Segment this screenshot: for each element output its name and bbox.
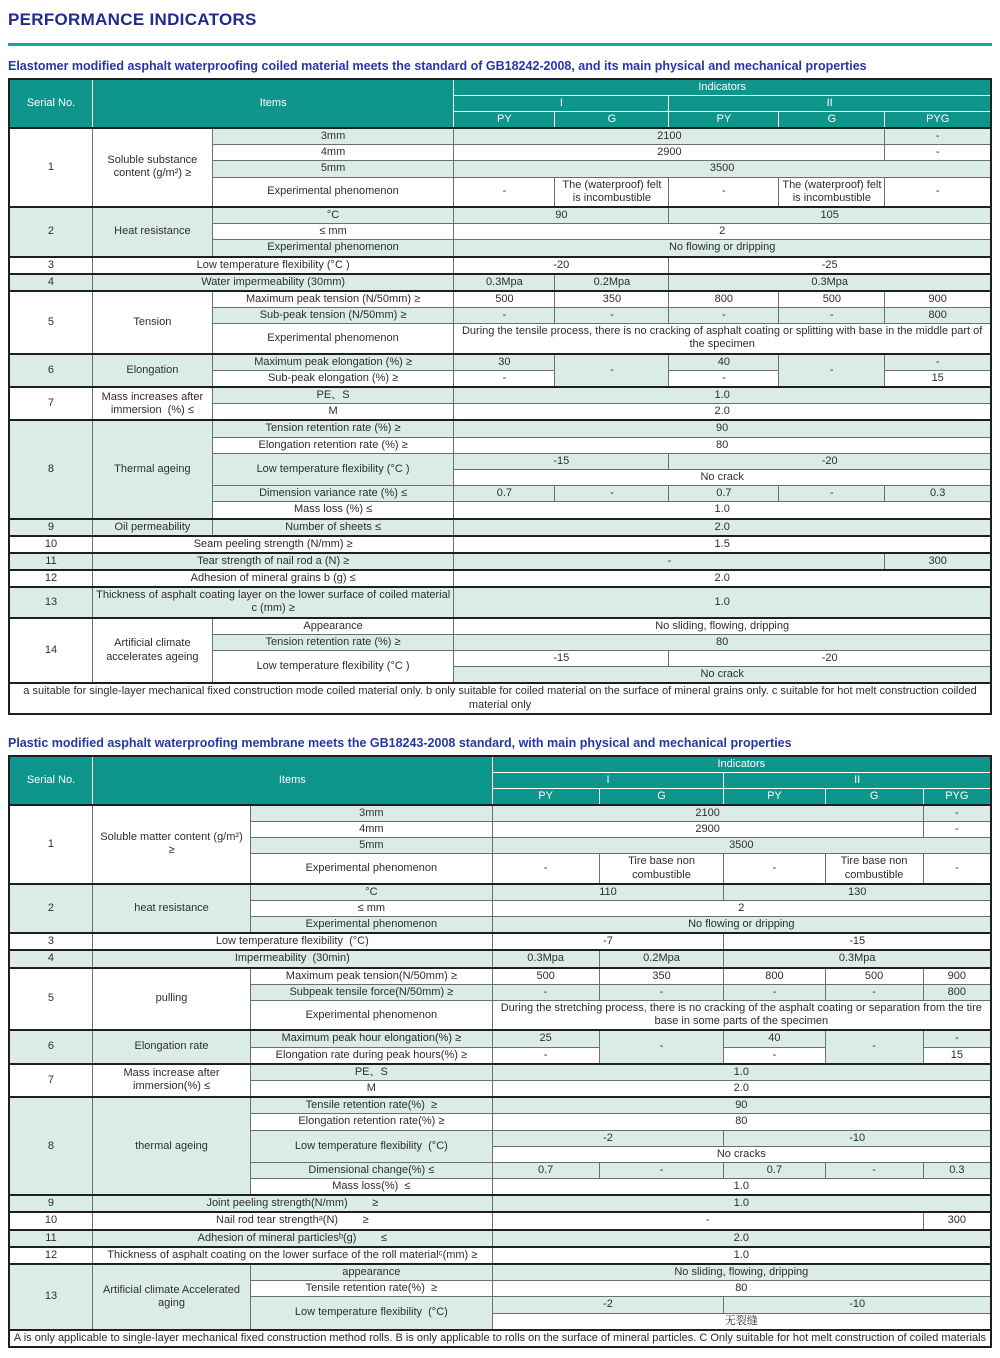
cell: 5mm bbox=[212, 161, 454, 177]
cell: Soluble matter content (g/m²) ≥ bbox=[92, 805, 250, 884]
cell: 无裂缝 bbox=[492, 1313, 991, 1330]
table-row bbox=[9, 1195, 991, 1212]
cell: -2 bbox=[492, 1130, 724, 1146]
cell: Mass increases after immersion (%) ≤ bbox=[92, 387, 212, 420]
cell: 800 bbox=[724, 968, 825, 985]
cell: 900 bbox=[923, 968, 991, 985]
header-cell: Indicators bbox=[454, 79, 991, 96]
cell: 0.7 bbox=[492, 1162, 599, 1178]
cell: - bbox=[779, 486, 885, 502]
cell: - bbox=[923, 1030, 991, 1047]
cell: Tire base non combustible bbox=[825, 854, 923, 884]
header-cell: G bbox=[599, 788, 724, 805]
elastomer-table bbox=[8, 78, 992, 715]
cell: 105 bbox=[669, 207, 991, 224]
cell: - bbox=[885, 128, 991, 145]
cell: 0.3 bbox=[885, 486, 991, 502]
cell: Elongation retention rate(%) ≥ bbox=[251, 1114, 493, 1130]
cell: During the tensile process, there is no cracking of asphalt coating or splitting with base in the middle part of the specimen bbox=[454, 324, 991, 354]
cell: - bbox=[724, 984, 825, 1000]
cell: 0.3Mpa bbox=[492, 950, 599, 967]
cell: Tear strength of nail rod a (N) ≥ bbox=[92, 553, 453, 570]
cell: 30 bbox=[454, 354, 555, 371]
cell: 300 bbox=[923, 1212, 991, 1229]
cell: 3 bbox=[9, 257, 92, 274]
plastic-table-caption: Plastic modified asphalt waterproofing membrane meets the GB18243-2008 standard, with main physical and mechanical properties bbox=[8, 735, 792, 750]
cell: heat resistance bbox=[92, 884, 250, 934]
cell: Adhesion of mineral grains b (g) ≤ bbox=[92, 570, 453, 587]
cell: 2.0 bbox=[492, 1080, 991, 1097]
cell: - bbox=[669, 177, 779, 207]
cell: No flowing or dripping bbox=[454, 240, 991, 257]
cell: -15 bbox=[724, 933, 991, 950]
cell: Tension retention rate (%) ≥ bbox=[212, 420, 454, 437]
cell: Soluble substance content (g/m²) ≥ bbox=[92, 128, 212, 207]
cell: No crack bbox=[454, 469, 991, 485]
cell: Tension retention rate (%) ≥ bbox=[212, 634, 454, 650]
cell: 800 bbox=[885, 308, 991, 324]
cell: 80 bbox=[492, 1281, 991, 1297]
header-cell: II bbox=[724, 772, 991, 788]
cell: 0.7 bbox=[724, 1162, 825, 1178]
cell: 1.0 bbox=[492, 1247, 991, 1264]
cell: Experimental phenomenon bbox=[212, 324, 454, 354]
table-row bbox=[9, 683, 991, 713]
plastic-table bbox=[8, 755, 992, 1348]
cell: 13 bbox=[9, 587, 92, 617]
cell: Elongation retention rate (%) ≥ bbox=[212, 437, 454, 453]
header-cell: G bbox=[555, 112, 669, 129]
cell: Tension bbox=[92, 291, 212, 354]
cell: Thickness of asphalt coating on the lower surface of the roll materialᶜ(mm) ≥ bbox=[92, 1247, 492, 1264]
cell: 130 bbox=[724, 884, 991, 901]
cell: Adhesion of mineral particlesᵇ(g) ≤ bbox=[92, 1230, 492, 1247]
header-cell: G bbox=[779, 112, 885, 129]
header-cell: Items bbox=[92, 79, 453, 128]
cell: Experimental phenomenon bbox=[212, 177, 454, 207]
cell: Low temperature flexibility (°C) bbox=[251, 1297, 493, 1330]
table-row bbox=[9, 968, 991, 985]
cell: Number of sheets ≤ bbox=[212, 519, 454, 536]
cell: - bbox=[555, 308, 669, 324]
cell: 800 bbox=[669, 291, 779, 308]
cell: Dimensional change(%) ≤ bbox=[251, 1162, 493, 1178]
cell: 800 bbox=[923, 984, 991, 1000]
cell: - bbox=[825, 1030, 923, 1063]
cell: - bbox=[454, 370, 555, 387]
cell: 4 bbox=[9, 950, 92, 967]
table-row bbox=[9, 805, 991, 822]
cell: 90 bbox=[454, 420, 991, 437]
cell: 2.0 bbox=[492, 1230, 991, 1247]
cell: 80 bbox=[454, 437, 991, 453]
cell: -10 bbox=[724, 1297, 991, 1313]
cell: - bbox=[454, 308, 555, 324]
cell: 7 bbox=[9, 1064, 92, 1097]
cell: Subpeak tensile force(N/50mm) ≥ bbox=[251, 984, 493, 1000]
table-row bbox=[9, 950, 991, 967]
cell: 110 bbox=[492, 884, 724, 901]
cell: Seam peeling strength (N/mm) ≥ bbox=[92, 536, 453, 553]
table-row bbox=[9, 420, 991, 437]
cell: 1.0 bbox=[492, 1064, 991, 1081]
cell: 90 bbox=[492, 1097, 991, 1114]
cell: Sub-peak elongation (%) ≥ bbox=[212, 370, 454, 387]
cell: - bbox=[923, 821, 991, 837]
cell: 0.3Mpa bbox=[669, 274, 991, 291]
cell: 900 bbox=[885, 291, 991, 308]
cell: ≤ mm bbox=[212, 224, 454, 240]
cell: PE、S bbox=[212, 387, 454, 404]
cell: 300 bbox=[885, 553, 991, 570]
cell: - bbox=[779, 354, 885, 387]
cell: Artificial climate Accelerated aging bbox=[92, 1264, 250, 1330]
cell: -15 bbox=[454, 651, 669, 667]
cell: - bbox=[599, 1030, 724, 1063]
table-row bbox=[9, 519, 991, 536]
cell: Low temperature flexibility (°C) bbox=[92, 933, 492, 950]
cell: 3mm bbox=[212, 128, 454, 145]
header-cell: I bbox=[492, 772, 724, 788]
cell: 2900 bbox=[492, 821, 923, 837]
table-row bbox=[9, 291, 991, 308]
table-row bbox=[9, 1330, 991, 1347]
cell: - bbox=[885, 354, 991, 371]
table-row bbox=[9, 933, 991, 950]
cell: No cracks bbox=[492, 1146, 991, 1162]
cell: During the stretching process, there is no cracking of the asphalt coating or separation from the tire base in some parts of the specimen bbox=[492, 1001, 991, 1031]
table-row bbox=[9, 207, 991, 224]
cell: Water impermeability (30mm) bbox=[92, 274, 453, 291]
cell: °C bbox=[212, 207, 454, 224]
cell: 3 bbox=[9, 933, 92, 950]
cell: Elongation rate bbox=[92, 1030, 250, 1063]
cell: -20 bbox=[669, 453, 991, 469]
cell: Artificial climate accelerates ageing bbox=[92, 618, 212, 684]
cell: 0.3Mpa bbox=[454, 274, 555, 291]
cell: 5mm bbox=[251, 838, 493, 854]
cell: 1.5 bbox=[454, 536, 991, 553]
table-row bbox=[9, 1097, 991, 1114]
cell: 7 bbox=[9, 387, 92, 420]
cell: 4mm bbox=[212, 145, 454, 161]
cell: M bbox=[212, 404, 454, 421]
cell: No sliding, flowing, dripping bbox=[454, 618, 991, 635]
table-row bbox=[9, 884, 991, 901]
table-row bbox=[9, 354, 991, 371]
cell: 5 bbox=[9, 291, 92, 354]
cell: 14 bbox=[9, 618, 92, 684]
cell: -7 bbox=[492, 933, 724, 950]
cell: - bbox=[492, 854, 599, 884]
cell: Appearance bbox=[212, 618, 454, 635]
cell: 5 bbox=[9, 968, 92, 1031]
cell: 1.0 bbox=[492, 1179, 991, 1196]
cell: No crack bbox=[454, 667, 991, 684]
cell: Tensile retention rate(%) ≥ bbox=[251, 1281, 493, 1297]
cell: 2900 bbox=[454, 145, 885, 161]
cell: 500 bbox=[492, 968, 599, 985]
cell: 0.2Mpa bbox=[555, 274, 669, 291]
cell: 25 bbox=[492, 1030, 599, 1047]
cell: Sub-peak tension (N/50mm) ≥ bbox=[212, 308, 454, 324]
cell: 80 bbox=[454, 634, 991, 650]
cell: No sliding, flowing, dripping bbox=[492, 1264, 991, 1281]
cell: - bbox=[669, 370, 779, 387]
cell: 0.7 bbox=[669, 486, 779, 502]
cell: 1.0 bbox=[454, 387, 991, 404]
cell: 8 bbox=[9, 420, 92, 518]
cell: -10 bbox=[724, 1130, 991, 1146]
header-cell: II bbox=[669, 96, 991, 112]
cell: 1 bbox=[9, 128, 92, 207]
page-title: PERFORMANCE INDICATORS bbox=[8, 10, 257, 29]
cell: 10 bbox=[9, 536, 92, 553]
cell: Tire base non combustible bbox=[599, 854, 724, 884]
header-row bbox=[9, 756, 991, 773]
cell: - bbox=[825, 1162, 923, 1178]
table-row bbox=[9, 1264, 991, 1281]
cell: 350 bbox=[599, 968, 724, 985]
cell: thermal ageing bbox=[92, 1097, 250, 1195]
cell: pulling bbox=[92, 968, 250, 1031]
cell: 0.3 bbox=[923, 1162, 991, 1178]
cell: 500 bbox=[779, 291, 885, 308]
cell: Maximum peak elongation (%) ≥ bbox=[212, 354, 454, 371]
cell: Low temperature flexibility (°C ) bbox=[92, 257, 453, 274]
cell: - bbox=[825, 984, 923, 1000]
cell: 90 bbox=[454, 207, 669, 224]
table-row bbox=[9, 553, 991, 570]
cell: 13 bbox=[9, 1264, 92, 1330]
cell: - bbox=[885, 145, 991, 161]
cell: 1.0 bbox=[454, 587, 991, 617]
cell: Mass loss (%) ≤ bbox=[212, 502, 454, 519]
header-cell: PY bbox=[492, 788, 599, 805]
table-row bbox=[9, 1212, 991, 1229]
cell: The (waterproof) felt is incombustible bbox=[779, 177, 885, 207]
table-row bbox=[9, 570, 991, 587]
cell: °C bbox=[251, 884, 493, 901]
header-cell: Serial No. bbox=[9, 756, 92, 805]
cell: - bbox=[555, 486, 669, 502]
cell: appearance bbox=[251, 1264, 493, 1281]
cell: PE、S bbox=[251, 1064, 493, 1081]
cell: 350 bbox=[555, 291, 669, 308]
header-cell: PYG bbox=[923, 788, 991, 805]
cell: 40 bbox=[669, 354, 779, 371]
table-row bbox=[9, 618, 991, 635]
header-cell: Indicators bbox=[492, 756, 991, 773]
cell: 4mm bbox=[251, 821, 493, 837]
cell: 0.7 bbox=[454, 486, 555, 502]
header-cell: PY bbox=[724, 788, 825, 805]
cell: 10 bbox=[9, 1212, 92, 1229]
cell: 40 bbox=[724, 1030, 825, 1047]
cell: 1.0 bbox=[492, 1195, 991, 1212]
table-row bbox=[9, 1064, 991, 1081]
cell: Experimental phenomenon bbox=[251, 917, 493, 934]
table-row bbox=[9, 587, 991, 617]
cell: -20 bbox=[454, 257, 669, 274]
table-row bbox=[9, 128, 991, 145]
cell: No flowing or dripping bbox=[492, 917, 991, 934]
header-cell: PY bbox=[669, 112, 779, 129]
cell: Mass loss(%) ≤ bbox=[251, 1179, 493, 1196]
cell: Thermal ageing bbox=[92, 420, 212, 518]
cell: Tensile retention rate(%) ≥ bbox=[251, 1097, 493, 1114]
cell: - bbox=[669, 308, 779, 324]
cell: 2 bbox=[9, 884, 92, 934]
cell: Experimental phenomenon bbox=[251, 1001, 493, 1031]
cell: Experimental phenomenon bbox=[251, 854, 493, 884]
cell: 2 bbox=[454, 224, 991, 240]
cell: - bbox=[923, 854, 991, 884]
header-row bbox=[9, 79, 991, 96]
cell: Dimension variance rate (%) ≤ bbox=[212, 486, 454, 502]
cell: 2 bbox=[492, 900, 991, 916]
cell: - bbox=[885, 177, 991, 207]
cell: 500 bbox=[825, 968, 923, 985]
cell: A is only applicable to single-layer mechanical fixed construction method rolls. B is only applicable to rolls on the surface of mineral particles. C Only suitable for hot melt construction of coiled materials bbox=[9, 1330, 991, 1347]
cell: 2 bbox=[9, 207, 92, 257]
cell: Nail rod tear strengthᵃ(N) ≥ bbox=[92, 1212, 492, 1229]
table-row bbox=[9, 536, 991, 553]
cell: 12 bbox=[9, 570, 92, 587]
header-cell: Serial No. bbox=[9, 79, 92, 128]
cell: 3500 bbox=[454, 161, 991, 177]
cell: 1 bbox=[9, 805, 92, 884]
cell: 15 bbox=[885, 370, 991, 387]
cell: Maximum peak tension(N/50mm) ≥ bbox=[251, 968, 493, 985]
cell: 2.0 bbox=[454, 519, 991, 536]
cell: ≤ mm bbox=[251, 900, 493, 916]
cell: 11 bbox=[9, 553, 92, 570]
cell: Experimental phenomenon bbox=[212, 240, 454, 257]
cell: - bbox=[599, 984, 724, 1000]
cell: - bbox=[724, 854, 825, 884]
cell: Mass increase after immersion(%) ≤ bbox=[92, 1064, 250, 1097]
cell: 6 bbox=[9, 1030, 92, 1063]
cell: 9 bbox=[9, 1195, 92, 1212]
cell: 3mm bbox=[251, 805, 493, 822]
cell: Low temperature flexibility (°C) bbox=[251, 1130, 493, 1162]
cell: -15 bbox=[454, 453, 669, 469]
cell: -20 bbox=[669, 651, 991, 667]
cell: Low temperature flexibility (°C ) bbox=[212, 453, 454, 485]
cell: - bbox=[492, 984, 599, 1000]
cell: 0.2Mpa bbox=[599, 950, 724, 967]
cell: 2.0 bbox=[454, 570, 991, 587]
cell: - bbox=[492, 1047, 599, 1064]
cell: 500 bbox=[454, 291, 555, 308]
header-cell: I bbox=[454, 96, 669, 112]
cell: - bbox=[724, 1047, 825, 1064]
cell: 1.0 bbox=[454, 502, 991, 519]
table-row bbox=[9, 1030, 991, 1047]
cell: - bbox=[492, 1212, 923, 1229]
cell: M bbox=[251, 1080, 493, 1097]
cell: 2100 bbox=[454, 128, 885, 145]
cell: - bbox=[599, 1162, 724, 1178]
cell: Maximum peak tension (N/50mm) ≥ bbox=[212, 291, 454, 308]
cell: 80 bbox=[492, 1114, 991, 1130]
table-row bbox=[9, 1247, 991, 1264]
table-row bbox=[9, 387, 991, 404]
cell: Oil permeability bbox=[92, 519, 212, 536]
cell: 0.3Mpa bbox=[724, 950, 991, 967]
cell: Joint peeling strength(N/mm) ≥ bbox=[92, 1195, 492, 1212]
cell: 2.0 bbox=[454, 404, 991, 421]
cell: -25 bbox=[669, 257, 991, 274]
header-cell: Items bbox=[92, 756, 492, 805]
table-row bbox=[9, 274, 991, 291]
cell: Impermeability (30min) bbox=[92, 950, 492, 967]
header-cell: G bbox=[825, 788, 923, 805]
cell: 2100 bbox=[492, 805, 923, 822]
cell: 12 bbox=[9, 1247, 92, 1264]
cell: - bbox=[923, 805, 991, 822]
cell: Elongation bbox=[92, 354, 212, 387]
cell: 4 bbox=[9, 274, 92, 291]
cell: The (waterproof) felt is incombustible bbox=[555, 177, 669, 207]
cell: Thickness of asphalt coating layer on the lower surface of coiled material c (mm) ≥ bbox=[92, 587, 453, 617]
cell: - bbox=[454, 553, 885, 570]
cell: - bbox=[779, 308, 885, 324]
cell: 6 bbox=[9, 354, 92, 387]
cell: - bbox=[555, 354, 669, 387]
cell: Low temperature flexibility (°C ) bbox=[212, 651, 454, 684]
cell: 3500 bbox=[492, 838, 991, 854]
title-rule bbox=[8, 43, 992, 46]
cell: a suitable for single-layer mechanical fixed construction mode coiled material only. b only suitable for coiled material on the surface of mineral grains only. c suitable for hot melt construction coilded material only bbox=[9, 683, 991, 713]
cell: 9 bbox=[9, 519, 92, 536]
cell: Elongation rate during peak hours(%) ≥ bbox=[251, 1047, 493, 1064]
table-row bbox=[9, 1230, 991, 1247]
header-cell: PY bbox=[454, 112, 555, 129]
cell: Heat resistance bbox=[92, 207, 212, 257]
cell: - bbox=[454, 177, 555, 207]
cell: 8 bbox=[9, 1097, 92, 1195]
header-cell: PYG bbox=[885, 112, 991, 129]
cell: 15 bbox=[923, 1047, 991, 1064]
cell: 11 bbox=[9, 1230, 92, 1247]
cell: -2 bbox=[492, 1297, 724, 1313]
table-row bbox=[9, 257, 991, 274]
elastomer-table-caption: Elastomer modified asphalt waterproofing coiled material meets the standard of GB18242-2008, and its main physical and mechanical properties bbox=[8, 59, 867, 73]
cell: Maximum peak hour elongation(%) ≥ bbox=[251, 1030, 493, 1047]
